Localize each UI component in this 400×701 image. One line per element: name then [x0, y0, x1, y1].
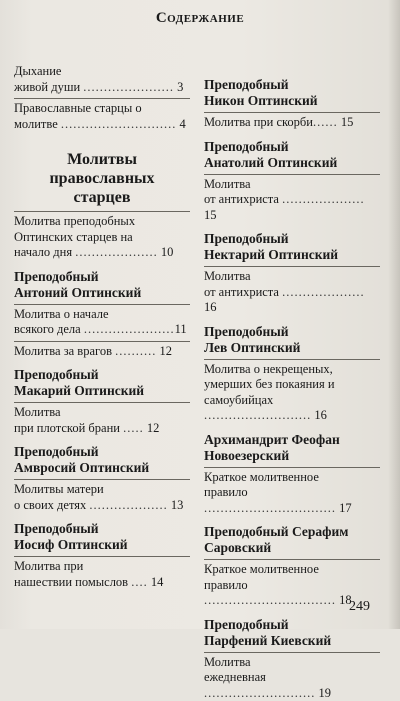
leader-dots: ....................	[282, 192, 365, 206]
author-name: Новоезерский	[204, 448, 380, 464]
page-ref: 4	[180, 117, 186, 131]
entry-text: умерших без покаяния и	[204, 377, 380, 393]
entry-text: Молитва при	[14, 559, 190, 575]
page-ref: 11	[175, 322, 187, 336]
author-title: Преподобный Серафим	[204, 524, 380, 540]
author-heading	[14, 521, 190, 553]
leader-dots: ............................	[61, 117, 177, 131]
entry-text: правило	[204, 485, 248, 499]
page-title: Содержание	[0, 10, 400, 27]
page-ref: 16	[314, 408, 327, 422]
author-title: Преподобный	[14, 521, 190, 537]
divider	[204, 559, 380, 560]
entry-text: Молитва о некрещеных,	[204, 362, 380, 378]
author-name: Антоний Оптинский	[14, 285, 190, 301]
divider	[204, 112, 380, 113]
entry-text: Молитва	[204, 177, 380, 193]
entry-text: Молитва о начале	[14, 307, 190, 323]
page-ref: 15	[341, 115, 354, 129]
author-heading	[14, 367, 190, 399]
divider	[204, 359, 380, 360]
leader-dots: ....	[131, 575, 148, 589]
page-ref: 15	[204, 208, 217, 222]
section-heading	[14, 150, 190, 207]
divider	[14, 479, 190, 480]
author-heading	[204, 77, 380, 109]
page-ref: 17	[339, 501, 352, 515]
leader-dots: ......................	[84, 322, 175, 336]
author-name: Саровский	[204, 540, 380, 556]
toc-entry[interactable]	[204, 177, 380, 224]
entry-text: Оптинских старцев на	[14, 230, 190, 246]
page-ref: 3	[177, 80, 183, 94]
toc-entry[interactable]	[14, 101, 190, 132]
page-ref: 16	[204, 300, 217, 314]
page-ref: 18	[339, 593, 352, 607]
leader-dots: ...................	[89, 498, 167, 512]
author-name: Парфений Киевский	[204, 633, 380, 649]
author-heading	[204, 617, 380, 649]
page-ref: 12	[159, 344, 172, 358]
divider	[204, 652, 380, 653]
author-heading	[204, 432, 380, 464]
toc-entry[interactable]	[14, 405, 190, 436]
divider	[14, 556, 190, 557]
toc-entry[interactable]	[14, 307, 190, 338]
author-heading	[14, 444, 190, 476]
entry-text: от антихриста	[204, 285, 282, 299]
author-name: Анатолий Оптинский	[204, 155, 380, 171]
entry-text: при плотской брани	[14, 421, 123, 435]
page-ref: 13	[171, 498, 184, 512]
section-heading-line: Молитвы	[14, 150, 190, 169]
author-heading	[14, 269, 190, 301]
author-name: Лев Оптинский	[204, 340, 380, 356]
author-title: Преподобный	[14, 367, 190, 383]
leader-dots: ................................	[204, 593, 336, 607]
entry-text: нашествии помыслов	[14, 575, 131, 589]
entry-text: Православные старцы о	[14, 101, 190, 117]
leader-dots: ......................	[83, 80, 174, 94]
author-name: Иосиф Оптинский	[14, 537, 190, 553]
author-title: Преподобный	[204, 231, 380, 247]
author-title: Преподобный	[204, 617, 380, 633]
toc-entry[interactable]	[14, 482, 190, 513]
divider	[14, 402, 190, 403]
entry-text: Краткое молитвенное	[204, 470, 380, 486]
entry-text: ежедневная	[204, 670, 266, 684]
leader-dots: ................................	[204, 501, 336, 515]
author-name: Нектарий Оптинский	[204, 247, 380, 263]
toc-left-column	[14, 64, 190, 590]
divider	[204, 266, 380, 267]
entry-text: Молитва за врагов	[14, 344, 115, 358]
toc-entry[interactable]	[204, 269, 380, 316]
entry-text: Дыхание	[14, 64, 190, 80]
page-ref: 10	[161, 245, 174, 259]
entry-text: о своих детях	[14, 498, 89, 512]
toc-entry[interactable]	[204, 115, 380, 131]
leader-dots: ..........	[115, 344, 156, 358]
author-title: Преподобный	[14, 444, 190, 460]
leader-dots: ....................	[282, 285, 365, 299]
entry-text: молитве	[14, 117, 61, 131]
author-name: Амвросий Оптинский	[14, 460, 190, 476]
section-heading-line: старцев	[14, 188, 190, 207]
author-title: Архимандрит Феофан	[204, 432, 380, 448]
entry-text: всякого дела	[14, 322, 84, 336]
author-heading	[204, 324, 380, 356]
author-title: Преподобный	[14, 269, 190, 285]
toc-entry[interactable]	[204, 362, 380, 424]
toc-entry[interactable]	[14, 344, 190, 360]
author-title: Преподобный	[204, 139, 380, 155]
divider	[14, 98, 190, 99]
leader-dots: ....................	[75, 245, 158, 259]
divider	[14, 211, 190, 212]
divider	[204, 467, 380, 468]
entry-text: Молитва	[14, 405, 190, 421]
entry-text: Молитва при скорби	[204, 115, 313, 129]
toc-entry[interactable]	[204, 470, 380, 517]
author-heading	[204, 231, 380, 263]
entry-text: правило	[204, 578, 248, 592]
author-title: Преподобный	[204, 77, 380, 93]
toc-entry[interactable]	[14, 64, 190, 95]
page-ref: 12	[147, 421, 160, 435]
page-edge-shadow	[388, 0, 400, 629]
toc-entry[interactable]	[14, 214, 190, 261]
entry-text: Молитва	[204, 655, 380, 671]
divider	[14, 304, 190, 305]
entry-text: Краткое молитвенное	[204, 562, 380, 578]
entry-text: самоубийцах	[204, 393, 273, 407]
divider	[14, 341, 190, 342]
entry-text: от антихриста	[204, 192, 282, 206]
divider	[204, 174, 380, 175]
page-ref: 19	[319, 686, 332, 700]
entry-text: Молитвы матери	[14, 482, 190, 498]
entry-text: начало дня	[14, 245, 75, 259]
section-heading-line: православных	[14, 169, 190, 188]
leader-dots: ..........................	[204, 408, 311, 422]
leader-dots: ...........................	[204, 686, 315, 700]
author-name: Макарий Оптинский	[14, 383, 190, 399]
page-ref: 14	[151, 575, 164, 589]
author-heading	[204, 524, 380, 556]
page-number: 249	[349, 599, 370, 615]
leader-dots: ......	[313, 115, 338, 129]
author-heading	[204, 139, 380, 171]
leader-dots: .....	[123, 421, 144, 435]
author-name: Никон Оптинский	[204, 93, 380, 109]
entry-text: Молитва	[204, 269, 380, 285]
toc-entry[interactable]	[14, 559, 190, 590]
entry-text: живой души	[14, 80, 83, 94]
toc-entry[interactable]	[204, 655, 380, 701]
author-title: Преподобный	[204, 324, 380, 340]
entry-text: Молитва преподобных	[14, 214, 190, 230]
